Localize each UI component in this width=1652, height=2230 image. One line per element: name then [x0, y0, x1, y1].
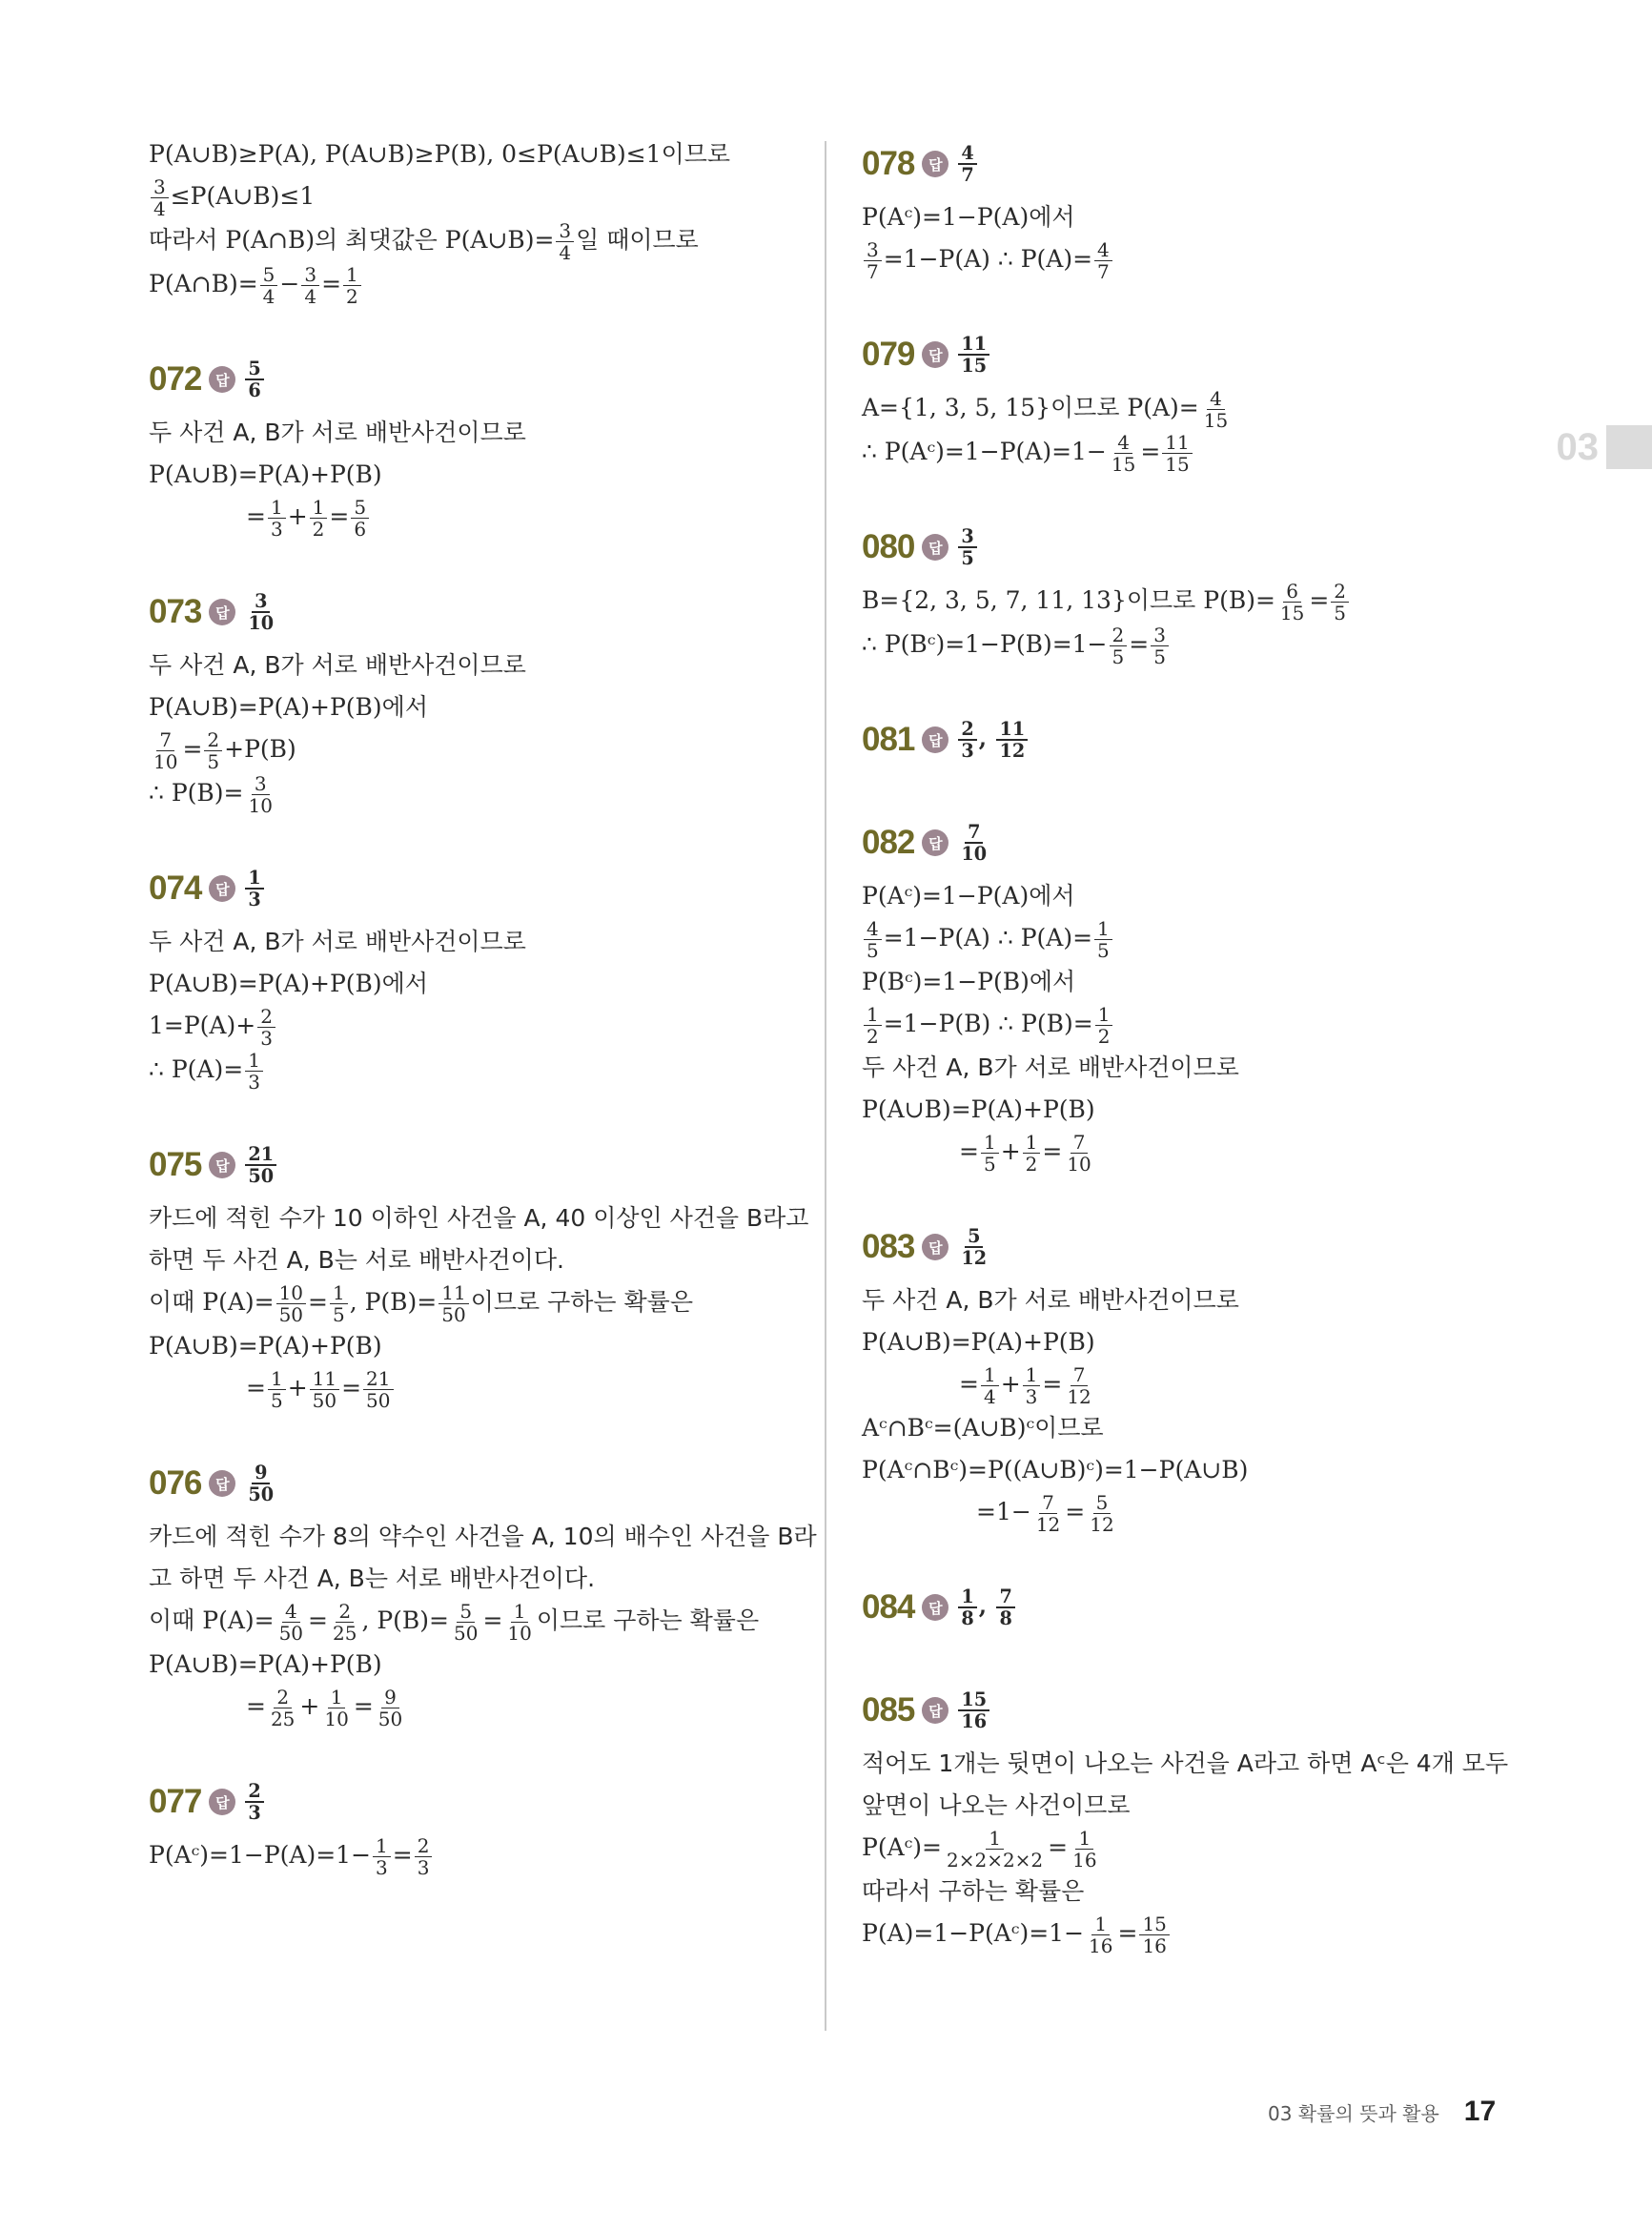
fraction: $\frac{3}{4}$	[151, 176, 169, 219]
problem-number: 078	[862, 145, 915, 182]
problem-number: 077	[149, 1783, 202, 1820]
fraction: $\frac{1}{3}$	[245, 868, 263, 910]
fraction: $\frac{1}{16}$	[1072, 1827, 1097, 1872]
fraction: $\frac{3}{10}$	[248, 589, 275, 634]
problem-number: 085	[862, 1691, 915, 1729]
fraction: $\frac{2}{3}$	[415, 1835, 433, 1878]
solution-line: 카드에 적힌 수가 8의 약수인 사건을 A, 10의 배수인 사건을 B라	[149, 1523, 817, 1550]
fraction: $\frac{5}{12}$	[1090, 1491, 1114, 1536]
solution-076	[149, 1453, 816, 1729]
fraction: $\frac{3}{4}$	[301, 264, 319, 307]
solution-line: P(Aᶜ)= $\frac{1}{2\times 2\times 2\times 2}$ = $\frac{1}{16}$	[862, 1827, 1529, 1871]
solution-074	[149, 858, 816, 1093]
answer-value	[243, 1463, 278, 1504]
solution-line: ∴ P(Aᶜ)=1−P(A)=1− $\frac{4}{15}$ = $\frac{11}{15}$	[862, 431, 1529, 475]
answer-badge: 답	[922, 341, 948, 368]
fraction: $\frac{7}{10}$	[961, 820, 988, 865]
answer-badge: 답	[922, 534, 948, 561]
fraction: $\frac{1}{2}$	[310, 497, 328, 540]
solution-line: P(Aᶜ)=1−P(A)에서	[862, 203, 1075, 231]
fraction: $\frac{2}{3}$	[245, 1781, 263, 1823]
answer-value: $\frac{2}{3}$ , $\frac{11}{12}$	[956, 719, 1030, 761]
fraction: $\frac{2}{3}$	[958, 719, 976, 761]
answer-value	[243, 358, 265, 400]
fraction: $\frac{9}{50}$	[377, 1686, 403, 1730]
solution-line: P(A∪B)=P(A)+P(B)에서	[149, 970, 428, 997]
fraction: $\frac{1}{2}$	[864, 1004, 882, 1047]
section-tab-bar	[1606, 425, 1652, 469]
solution-line: P(A∪B)=P(A)+P(B)	[149, 1332, 382, 1360]
answer-badge: 답	[922, 1697, 948, 1724]
solution-line: 이때 P(A)= $\frac{4}{50}$ = $\frac{2}{25}$ , P(B)= $\frac{5}{50}$ = $\frac{1}{10}$ 이므로 구하는 확률은	[149, 1600, 760, 1645]
answer-value	[243, 868, 265, 910]
fraction: $\frac{1}{4}$	[981, 1364, 999, 1407]
fraction: $\frac{3}{5}$	[958, 526, 976, 568]
fraction: $\frac{2}{5}$	[204, 729, 222, 772]
chapter-title: 03 확률의 뜻과 활용	[1268, 2101, 1439, 2125]
fraction: $\frac{11}{12}$	[996, 719, 1028, 761]
fraction: $\frac{4}{7}$	[958, 143, 976, 185]
fraction: $\frac{5}{12}$	[961, 1224, 988, 1269]
answer-value	[956, 334, 991, 376]
answer-badge: 답	[209, 366, 235, 393]
solution-072	[149, 349, 816, 540]
solution-line: = $\frac{1}{4}$ + $\frac{1}{3}$ = $\frac{7}{12}$	[862, 1363, 1529, 1407]
answer-value	[956, 1226, 991, 1268]
fraction: $\frac{11}{50}$	[310, 1368, 339, 1411]
fraction: $\frac{1}{3}$	[245, 1050, 263, 1093]
solution-line: P(Aᶜ)=1−P(A)에서	[862, 882, 1075, 910]
solution-line: 두 사건 A, B가 서로 배반사건이므로	[862, 1054, 1239, 1081]
solution-083	[862, 1217, 1529, 1535]
fraction: $\frac{7}{12}$	[1067, 1363, 1091, 1408]
solution-071-continued	[149, 133, 816, 307]
solution-line: 1=P(A)+ $\frac{2}{3}$	[149, 1005, 816, 1049]
fraction: $\frac{1}{3}$	[373, 1835, 391, 1878]
fraction: $\frac{2}{25}$	[332, 1600, 357, 1645]
solution-line: 두 사건 A, B가 서로 배반사건이므로	[862, 1286, 1239, 1314]
fraction: $\frac{4}{15}$	[1111, 431, 1136, 476]
fraction: $\frac{11}{15}$	[958, 334, 989, 376]
solution-081	[862, 709, 1529, 770]
answer-value	[243, 1144, 278, 1186]
answer-badge: 답	[209, 599, 235, 625]
solution-line: 카드에 적힌 수가 10 이하인 사건을 A, 40 이상인 사건을 B라고	[149, 1204, 809, 1232]
solution-line: = $\frac{1}{3}$ + $\frac{1}{2}$ = $\frac{5}{6}$	[149, 496, 816, 540]
fraction: $\frac{2}{3}$	[257, 1006, 275, 1049]
solution-line: 두 사건 A, B가 서로 배반사건이므로	[149, 419, 526, 446]
solution-line: =1− $\frac{7}{12}$ = $\frac{5}{12}$	[862, 1491, 1529, 1535]
fraction: $\frac{7}{10}$	[1067, 1131, 1091, 1176]
solution-line: P(Bᶜ)=1−P(B)에서	[862, 968, 1076, 995]
solution-line: P(A)=1−P(Aᶜ)=1− $\frac{1}{16}$ = $\frac{15}{16}$	[862, 1913, 1529, 1956]
section-tab-number: 03	[1556, 425, 1599, 468]
answer-badge: 답	[922, 1594, 948, 1621]
solution-line: P(Aᶜ∩Bᶜ)=P((A∪B)ᶜ)=1−P(A∪B)	[862, 1456, 1249, 1483]
problem-number: 072	[149, 360, 202, 398]
fraction: $\frac{5}{6}$	[351, 497, 369, 540]
fraction: $\frac{1}{5}$	[1094, 918, 1112, 961]
fraction: $\frac{4}{50}$	[278, 1600, 304, 1645]
solution-078	[862, 133, 1529, 282]
fraction: $\frac{2}{5}$	[1331, 581, 1349, 624]
problem-number: 079	[862, 336, 915, 373]
solution-line: ∴ P(A)= $\frac{1}{3}$	[149, 1049, 816, 1093]
fraction: $\frac{1}{10}$	[507, 1600, 532, 1645]
solution-line: P(A∪B)=P(A)+P(B)	[149, 1650, 382, 1678]
fraction: $\frac{7}{12}$	[1035, 1491, 1061, 1536]
problem-number: 075	[149, 1146, 202, 1183]
fraction: $\frac{3}{5}$	[1151, 624, 1169, 667]
fraction: $\frac{11}{50}$	[438, 1282, 468, 1325]
fraction: $\frac{4}{15}$	[1203, 387, 1229, 432]
fraction: $\frac{21}{50}$	[363, 1368, 393, 1411]
solution-line: = $\frac{1}{5}$ + $\frac{1}{2}$ = $\frac{7}{10}$	[862, 1131, 1529, 1175]
fraction: $\frac{1}{3}$	[268, 497, 286, 540]
solution-line: Aᶜ∩Bᶜ=(A∪B)ᶜ이므로	[862, 1414, 1104, 1442]
fraction: $\frac{15}{16}$	[958, 1689, 989, 1731]
solution-085	[862, 1680, 1529, 1956]
problem-number: 073	[149, 593, 202, 630]
fraction: $\frac{1}{3}$	[1023, 1364, 1041, 1407]
answer-value	[956, 526, 978, 568]
fraction: $\frac{1}{5}$	[330, 1282, 348, 1325]
answer-badge: 답	[209, 1470, 235, 1497]
fraction: $\frac{3}{4}$	[556, 220, 574, 263]
solution-line: ∴ P(Bᶜ)=1−P(B)=1− $\frac{2}{5}$ = $\frac{3}{5}$	[862, 624, 1529, 667]
page-number: 17	[1463, 2096, 1497, 2127]
fraction: $\frac{4}{7}$	[1094, 239, 1112, 282]
fraction: $\frac{1}{8}$	[958, 1586, 976, 1628]
fraction: $\frac{1}{10}$	[324, 1686, 349, 1730]
fraction: $\frac{21}{50}$	[245, 1144, 276, 1186]
solution-line: 앞면이 나오는 사건이므로	[862, 1791, 1131, 1819]
problem-number: 074	[149, 869, 202, 907]
fraction: $\frac{3}{7}$	[864, 239, 882, 282]
solution-line: P(A∪B)≥P(A), P(A∪B)≥P(B), 0≤P(A∪B)≤1이므로	[149, 140, 731, 168]
answer-badge: 답	[209, 1789, 235, 1815]
answer-badge: 답	[922, 1234, 948, 1260]
solution-line: 고 하면 두 사건 A, B는 서로 배반사건이다.	[149, 1565, 596, 1592]
solution-line: = $\frac{2}{25}$ + $\frac{1}{10}$ = $\frac{9}{50}$	[149, 1686, 816, 1729]
answer-badge: 답	[209, 1152, 235, 1178]
answer-badge: 답	[922, 151, 948, 177]
solution-line: 이때 P(A)= $\frac{10}{50}$ = $\frac{1}{5}$ , P(B)= $\frac{11}{50}$ 이므로 구하는 확률은	[149, 1281, 693, 1326]
fraction: $\frac{1}{16}$	[1089, 1913, 1113, 1957]
fraction: $\frac{5}{50}$	[453, 1600, 479, 1645]
solution-line: $\frac{3}{7}$ =1−P(A) ∴ P(A)= $\frac{4}{7}$	[862, 238, 1529, 282]
solution-line: 두 사건 A, B가 서로 배반사건이므로	[149, 928, 526, 955]
fraction: $\frac{5}{4}$	[260, 264, 278, 307]
solution-line: 하면 두 사건 A, B는 서로 배반사건이다.	[149, 1246, 564, 1274]
solution-077	[149, 1771, 816, 1878]
solution-080	[862, 517, 1529, 667]
problem-number: 084	[862, 1588, 915, 1626]
answer-value	[243, 591, 278, 633]
problem-number: 081	[862, 721, 915, 758]
solution-line: P(A∩B)= $\frac{5}{4}$ − $\frac{3}{4}$ = $\frac{1}{2}$	[149, 263, 816, 307]
problem-number: 083	[862, 1228, 915, 1265]
solution-line: $\frac{4}{5}$ =1−P(A) ∴ P(A)= $\frac{1}{5}$	[862, 917, 1529, 961]
page-footer	[1268, 2096, 1496, 2128]
solution-line: 적어도 1개는 뒷면이 나오는 사건을 A라고 하면 Aᶜ은 4개 모두	[862, 1749, 1509, 1777]
solution-line: 따라서 P(A∩B)의 최댓값은 P(A∪B)= $\frac{3}{4}$ 일 때이므로	[149, 219, 699, 264]
fraction: $\frac{1}{2}$	[343, 264, 361, 307]
problem-number: 080	[862, 528, 915, 565]
solution-line: = $\frac{1}{5}$ + $\frac{11}{50}$ = $\frac{21}{50}$	[149, 1367, 816, 1411]
solution-line: A={1, 3, 5, 15}이므로 P(A)= $\frac{4}{15}$	[862, 387, 1529, 431]
solution-084	[862, 1577, 1529, 1638]
solution-line: P(A∪B)=P(A)+P(B)	[149, 460, 382, 488]
fraction: $\frac{5}{6}$	[245, 358, 263, 400]
fraction: $\frac{1}{2}$	[1095, 1004, 1113, 1047]
solution-line: 따라서 구하는 확률은	[862, 1877, 1085, 1905]
fraction: $\frac{11}{15}$	[1162, 432, 1192, 475]
answer-badge: 답	[922, 726, 948, 753]
column-divider	[825, 141, 826, 2031]
fraction: $\frac{10}{50}$	[276, 1282, 306, 1325]
fraction: $\frac{9}{50}$	[248, 1461, 275, 1505]
fraction: $\frac{2}{5}$	[1110, 624, 1128, 667]
answer-badge: 답	[209, 875, 235, 902]
fraction: $\frac{7}{8}$	[996, 1586, 1014, 1628]
solution-075	[149, 1135, 816, 1411]
solution-073	[149, 582, 816, 816]
fraction: $\frac{15}{16}$	[1139, 1913, 1169, 1956]
solution-line: 두 사건 A, B가 서로 배반사건이므로	[149, 651, 526, 679]
fraction: $\frac{1}{2}$	[1023, 1132, 1041, 1175]
fraction: $\frac{1}{5}$	[268, 1368, 286, 1411]
solution-079	[862, 324, 1529, 475]
answer-value	[956, 822, 991, 864]
solution-line: $\frac{3}{4}$ ≤P(A∪B)≤1	[149, 175, 816, 219]
section-tab	[1557, 425, 1652, 469]
solution-line: P(Aᶜ)=1−P(A)=1− $\frac{1}{3}$ = $\frac{2}{3}$	[149, 1834, 816, 1878]
fraction: $\frac{3}{10}$	[248, 772, 273, 817]
solution-line: ∴ P(B)= $\frac{3}{10}$	[149, 772, 816, 816]
answer-value	[956, 1689, 991, 1731]
solution-line: P(A∪B)=P(A)+P(B)에서	[149, 693, 428, 721]
problem-number: 076	[149, 1464, 202, 1502]
solution-line: P(A∪B)=P(A)+P(B)	[862, 1328, 1095, 1356]
answer-value	[956, 143, 978, 185]
solution-line: B={2, 3, 5, 7, 11, 13}이므로 P(B)= $\frac{6}{15}$ = $\frac{2}{5}$	[862, 580, 1529, 624]
problem-number: 082	[862, 824, 915, 861]
fraction: $\frac{2}{25}$	[270, 1686, 296, 1730]
solution-line: $\frac{7}{10}$ = $\frac{2}{5}$ +P(B)	[149, 728, 816, 772]
answer-badge: 답	[922, 829, 948, 856]
solution-082	[862, 812, 1529, 1175]
fraction: $\frac{6}{15}$	[1279, 580, 1305, 624]
fraction: $\frac{7}{10}$	[153, 728, 178, 773]
answer-value	[243, 1781, 265, 1823]
fraction: $\frac{1}{5}$	[981, 1132, 999, 1175]
solution-line: $\frac{1}{2}$ =1−P(B) ∴ P(B)= $\frac{1}{2}$	[862, 1003, 1529, 1047]
left-column	[149, 133, 816, 1878]
fraction: $\frac{1}{2\times 2\times 2\times 2}$	[946, 1827, 1044, 1872]
answer-value: $\frac{1}{8}$ , $\frac{7}{8}$	[956, 1586, 1016, 1628]
right-column	[862, 133, 1529, 1956]
fraction: $\frac{4}{5}$	[864, 918, 882, 961]
solution-line: P(A∪B)=P(A)+P(B)	[862, 1095, 1095, 1123]
